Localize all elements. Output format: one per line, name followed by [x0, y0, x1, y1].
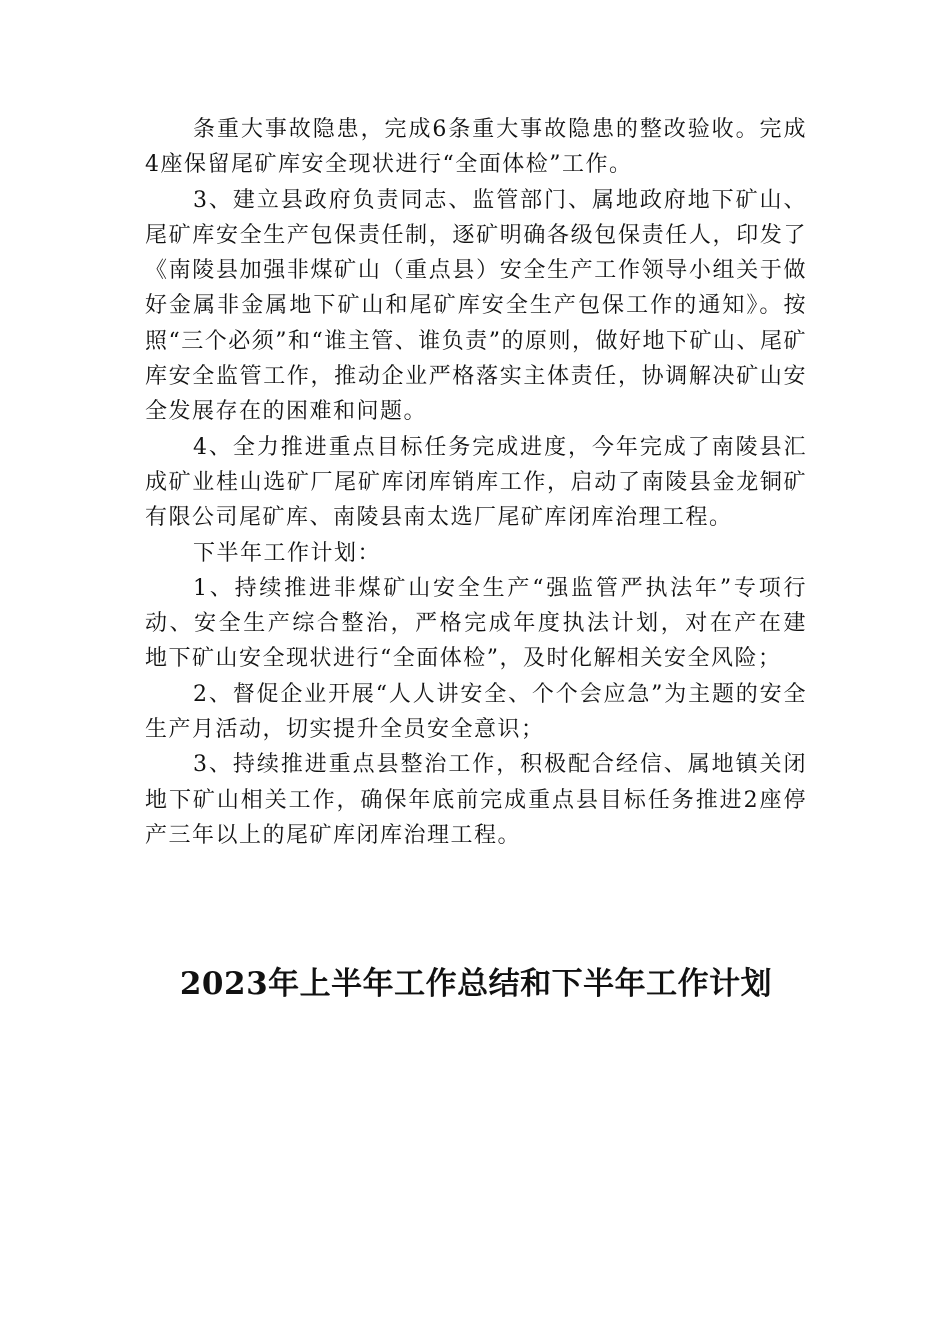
- paragraph-plan-item-2: 2、督促企业开展“人人讲安全、个个会应急”为主题的安全生产月活动，切实提升全员安全意识；: [145, 681, 807, 743]
- paragraph-second-half-plan-heading: 下半年工作计划：: [193, 540, 382, 566]
- paragraph-hazard-rectification: 条重大事故隐患，完成6条重大事故隐患的整改验收。完成4座保留尾矿库安全现状进行“全面体检”工作。: [145, 117, 807, 178]
- paragraph-plan-item-3: 3、持续推进重点县整治工作，积极配合经信、属地镇关闭地下矿山相关工作，确保年底前完成重点县目标任务推进2座停产三年以上的尾矿库闭库治理工程。: [145, 752, 807, 848]
- document-title: 2023年上半年工作总结和下半年工作计划: [179, 966, 773, 1002]
- paragraph-key-targets: 4、全力推进重点目标任务完成进度，今年完成了南陵县汇成矿业桂山选矿厂尾矿库闭库销库工作，启动了南陵县金龙铜矿有限公司尾矿库、南陵县南太选厂尾矿库闭库治理工程。: [145, 434, 807, 531]
- paragraph-responsibility-system: 3、建立县政府负责同志、监管部门、属地政府地下矿山、尾矿库安全生产包保责任制，逐矿明确各级包保责任人，印发了《南陵县加强非煤矿山（重点县）安全生产工作领导小组关于做好金属非金属地下矿山和尾矿库安全生产包保工作的通知》。按照“三个必须”和“谁主管、谁负责”的原则，做好地下矿山、尾矿库安全监管工作，推动企业严格落实主体责任，协调解决矿山安全发展存在的困难和问题。: [145, 187, 807, 425]
- paragraph-plan-item-1: 1、持续推进非煤矿山安全生产“强监管严执法年”专项行动、安全生产综合整治，严格完成年度执法计划，对在产在建 地下矿山安全现状进行“全面体检”，及时化解相关安全风险；: [145, 575, 807, 672]
- document-body: [145, 112, 807, 853]
